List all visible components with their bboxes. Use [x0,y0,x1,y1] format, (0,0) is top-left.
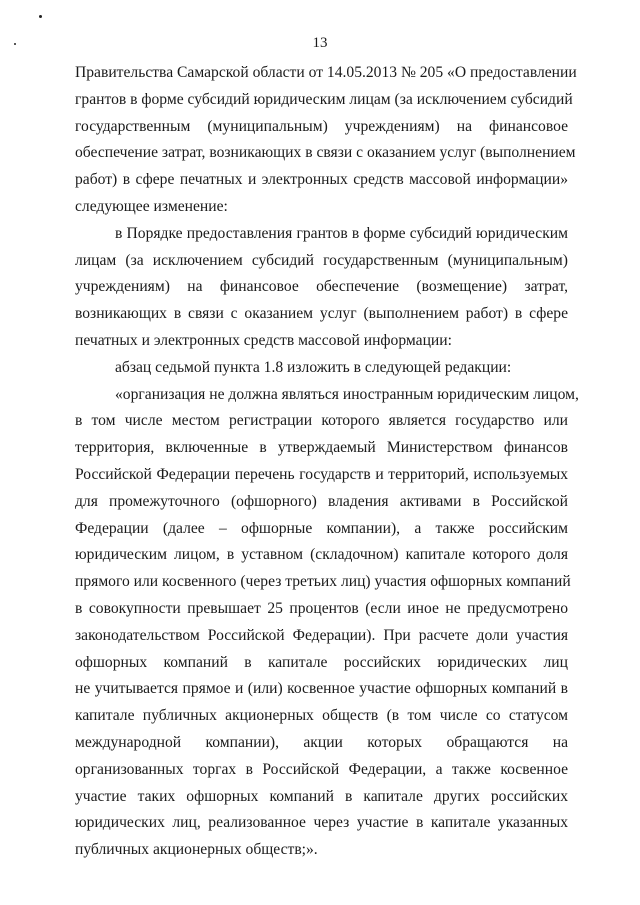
paragraph-p1 [75,60,577,221]
text-line: «организация не должна являться иностранным юридическим лицом, [115,385,579,403]
text-line: работ) в сфере печатных и электронных средств массовой информации» [75,171,568,189]
text-line: офшорных компаний в капитале российских юридических лиц [75,653,568,671]
text-line: государственным (муниципальным) учреждениям) на финансовое [75,117,568,135]
text-line: международной компании), акции которых обращаются на [75,733,568,751]
text-line: в том числе местом регистрации которого является государство или [75,412,568,430]
text-line: обеспечение затрат, возникающих в связи с оказанием услуг (выполнением [75,144,576,162]
scan-speck [39,15,42,18]
text-line: для промежуточного (офшорного) владения активами в Российской [75,492,568,510]
text-line: учреждениям) на финансовое обеспечение (возмещение) затрат, [75,278,568,296]
page-number: 13 [312,35,328,51]
text-line: публичных акционерных обществ;». [75,841,318,859]
text-line: участие таких офшорных компаний в капитале других российских [75,787,568,805]
text-line: печатных и электронных средств массовой информации: [75,331,452,349]
text-line: Российской Федерации перечень государств и территорий, используемых [75,465,568,483]
text-line: организованных торгах в Российской Федерации, а также косвенное [75,760,568,778]
text-line: лицам (за исключением субсидий государственным (муниципальным) [75,251,568,269]
text-line: Федерации (далее – офшорные компании), а также российским [75,519,568,537]
text-line: территория, включенные в утверждаемый Министерством финансов [75,439,568,457]
text-line: абзац седьмой пункта 1.8 изложить в следующей редакции: [115,358,512,376]
text-line: юридических лиц, реализованное через участие в капитале указанных [75,814,568,832]
text-line: следующее изменение: [75,197,228,215]
text-line: капитале публичных акционерных обществ (в том числе со статусом [75,707,568,725]
paragraph-p4 [75,382,579,864]
text-line: прямого или косвенного (через третьих лиц) участия офшорных компаний [75,573,571,591]
text-line: не учитывается прямое и (или) косвенное участие офшорных компаний в [75,680,568,698]
text-line: законодательством Российской Федерации). При расчете доли участия [75,626,568,644]
paragraph-p2 [75,221,568,355]
text-line: в Порядке предоставления грантов в форме субсидий юридическим [115,224,568,242]
document-body [75,60,579,864]
text-line: в совокупности превышает 25 процентов (если иное не предусмотрено [75,599,568,617]
text-line: юридическим лицом, в уставном (складочном) капитале которого доля [75,546,568,564]
text-line: грантов в форме субсидий юридическим лицам (за исключением субсидий [75,90,573,108]
text-line: Правительства Самарской области от 14.05.2013 № 205 «О предоставлении [75,64,577,81]
paragraph-p3 [75,355,568,382]
text-line: возникающих в связи с оказанием услуг (выполнением работ) в сфере [75,305,568,323]
